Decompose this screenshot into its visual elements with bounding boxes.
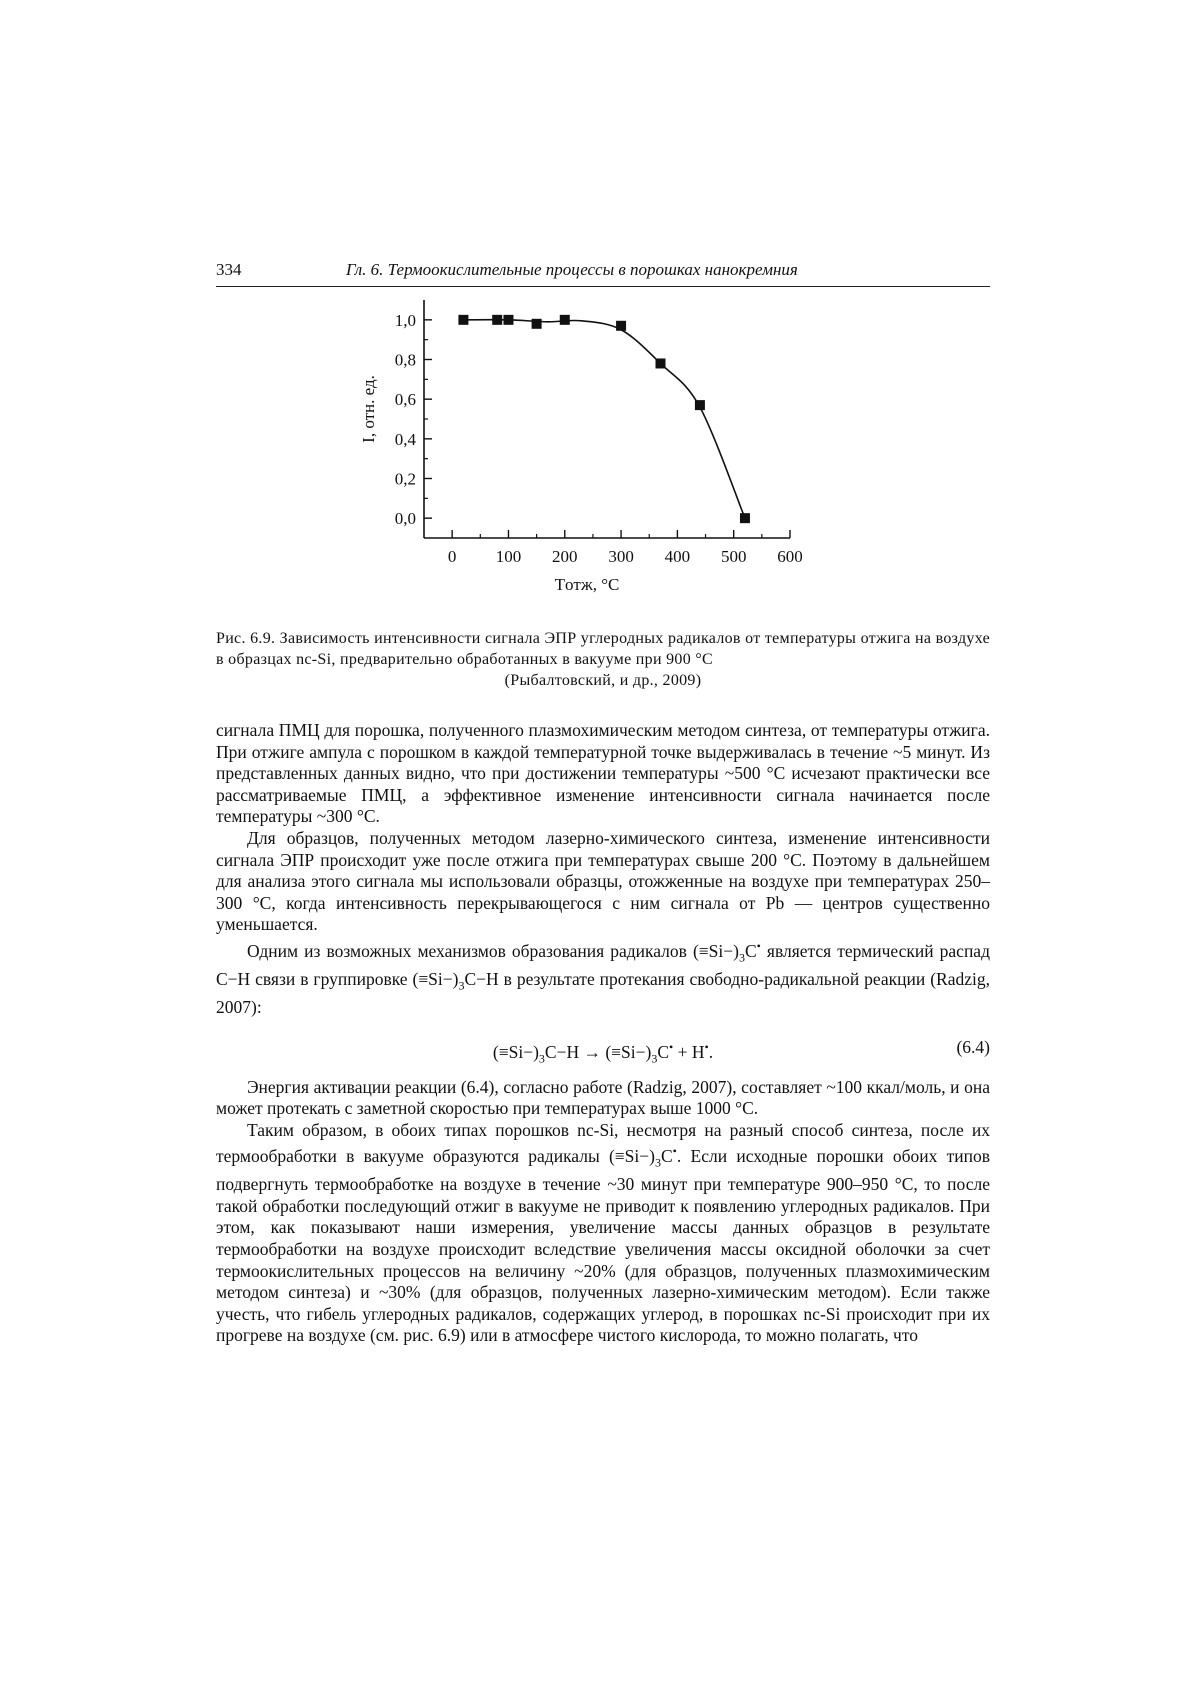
y-axis-label: I, отн. ед. [359, 375, 378, 443]
data-point-marker [695, 400, 705, 410]
eq-tail: + H [673, 1041, 705, 1062]
data-point-marker [740, 513, 750, 523]
data-point-marker [655, 358, 665, 368]
p3-text-a: Одним из возможных механизмов образования радикалов (≡Si−) [247, 940, 739, 961]
eq-sub-2: 3 [651, 1050, 658, 1065]
x-tick-label: 0 [447, 547, 457, 566]
y-tick-label: 0,4 [394, 429, 416, 449]
x-tick-label: 100 [495, 547, 522, 566]
data-point-marker [560, 315, 570, 325]
page-number: 334 [216, 260, 242, 279]
paragraph-5 [216, 1120, 990, 1347]
eq-left: (≡Si−) [492, 1041, 539, 1062]
caption-main: Рис. 6.9. Зависимость интенсивности сигнала ЭПР углеродных радикалов от температуры отжига на воздухе в образцах nc-Si, предварительно обработанных в вакууме при 900 °C [216, 630, 990, 668]
eq-mid: C−H → (≡Si−) [544, 1041, 652, 1062]
x-tick-label: 500 [720, 547, 747, 566]
x-axis-label: Tотж, °C [554, 575, 620, 594]
caption-citation: (Рыбалтовский, и др., 2009) [504, 672, 702, 689]
fit-curve [463, 320, 745, 518]
x-tick-label: 300 [608, 547, 634, 566]
equation-body: $(\equiv Si-)_3C-H \to (\equiv Si-)_3C^• + H^•$. [492, 1039, 714, 1065]
x-tick-label: 200 [552, 547, 578, 566]
y-tick-label: 0,0 [394, 509, 416, 529]
p5-text-b: C [660, 1146, 673, 1167]
y-tick-label: 1,0 [394, 310, 416, 330]
paragraph-1: сигнала ПМЦ для порошка, полученного плазмохимическим методом синтеза, от температуры отжига. При отжиге ампула с порошком в каждой температурной точке выдерживалась в течение ~5 минут. Из представленных данных видно, что при достижении температуры ~500 °C исчезают практически все рассматриваемые ПМЦ, а эффективное изменение интенсивности сигнала начинается после температуры ~300 °C. [216, 720, 990, 827]
running-title: Гл. 6. Термоокислительные процессы в порошках нанокремния [346, 260, 798, 279]
p3-sub-2: 3 [458, 978, 465, 993]
p3-sub: 3 [738, 950, 745, 965]
data-point-marker [492, 315, 502, 325]
p3-text-d: C−H в результате протекания свободно-радикальной реакции (Radzig, 2007): [216, 968, 990, 1017]
body-text [216, 720, 990, 1347]
x-tick-label: 600 [777, 547, 803, 566]
paragraph-2: Для образцов, полученных методом лазерно-химического синтеза, изменение интенсивности сигнала ЭПР происходит уже после отжига при температурах свыше 200 °C. Поэтому в дальнейшем для анализа этого сигнала мы использовали образцы, отожженные на воздухе при температурах 250–300 °C, когда интенсивность перекрывающегося с ним сигнала от Pb — центров существенно уменьшается. [216, 827, 990, 935]
p5-sub: 3 [654, 1155, 661, 1170]
y-tick-label: 0,2 [394, 469, 416, 489]
data-point-marker [532, 319, 542, 329]
data-point-marker [503, 315, 513, 325]
p5-text-a: Таким образом, в обоих типах порошков nc-Si, несмотря на разный способ синтеза, после их термообработки в вакууме образуются радикалы (≡Si−) [216, 1119, 990, 1167]
data-point-marker [458, 315, 468, 325]
y-tick-label: 0,6 [394, 390, 416, 410]
data-point-marker [616, 321, 626, 331]
figure-caption [216, 628, 990, 691]
eq-sub-1: 3 [538, 1050, 545, 1065]
p3-text-c: является термический распад C−H связи в группировке (≡Si−) [216, 940, 990, 989]
page-header [216, 258, 990, 287]
p5-text-c: . Если исходные порошки обоих типов подвергнуть термообработке на воздухе в течение ~30 минут при температуре 900–950 °C, то после такой обработки последующий отжиг в вакууме не приводит к появлению углеродных радикалов. При этом, как показывают наши измерения, увеличение массы данных образцов в результате термообработки на воздухе происходит вследствие увеличения массы оксидной оболочки за счет термоокислительных процессов на величину ~20% (для образцов, полученных плазмохимическим методом синтеза) и ~30% (для образцов, полученных лазерно-химическим методом). Если также учесть, что гибель углеродных радикалов, содержащих углерод, в порошках nc-Si происходит при их прогреве на воздухе (см. рис. 6.9) или в атмосфере чистого кислорода, то можно полагать, что [216, 1146, 990, 1346]
paragraph-3 [216, 936, 990, 1019]
p5-dot: • [672, 1144, 677, 1159]
eq-dot-1: • [669, 1039, 674, 1054]
y-tick-label: 0,8 [394, 350, 416, 370]
x-tick-label: 400 [664, 547, 691, 566]
eq-right: C [657, 1041, 670, 1062]
equation-number: (6.4) [956, 1036, 990, 1057]
p3-text-b: C [744, 940, 757, 961]
paragraph-4: Энергия активации реакции (6.4), согласно работе (Radzig, 2007), составляет ~100 ккал/моль, и она может протекать с заметной скоростью при температурах выше 1000 °C. [216, 1076, 990, 1119]
figure-6-9-chart [340, 300, 840, 620]
eq-dot-2: • [704, 1039, 709, 1054]
p3-dot: • [756, 938, 761, 953]
equation-6-4 [216, 1019, 990, 1077]
